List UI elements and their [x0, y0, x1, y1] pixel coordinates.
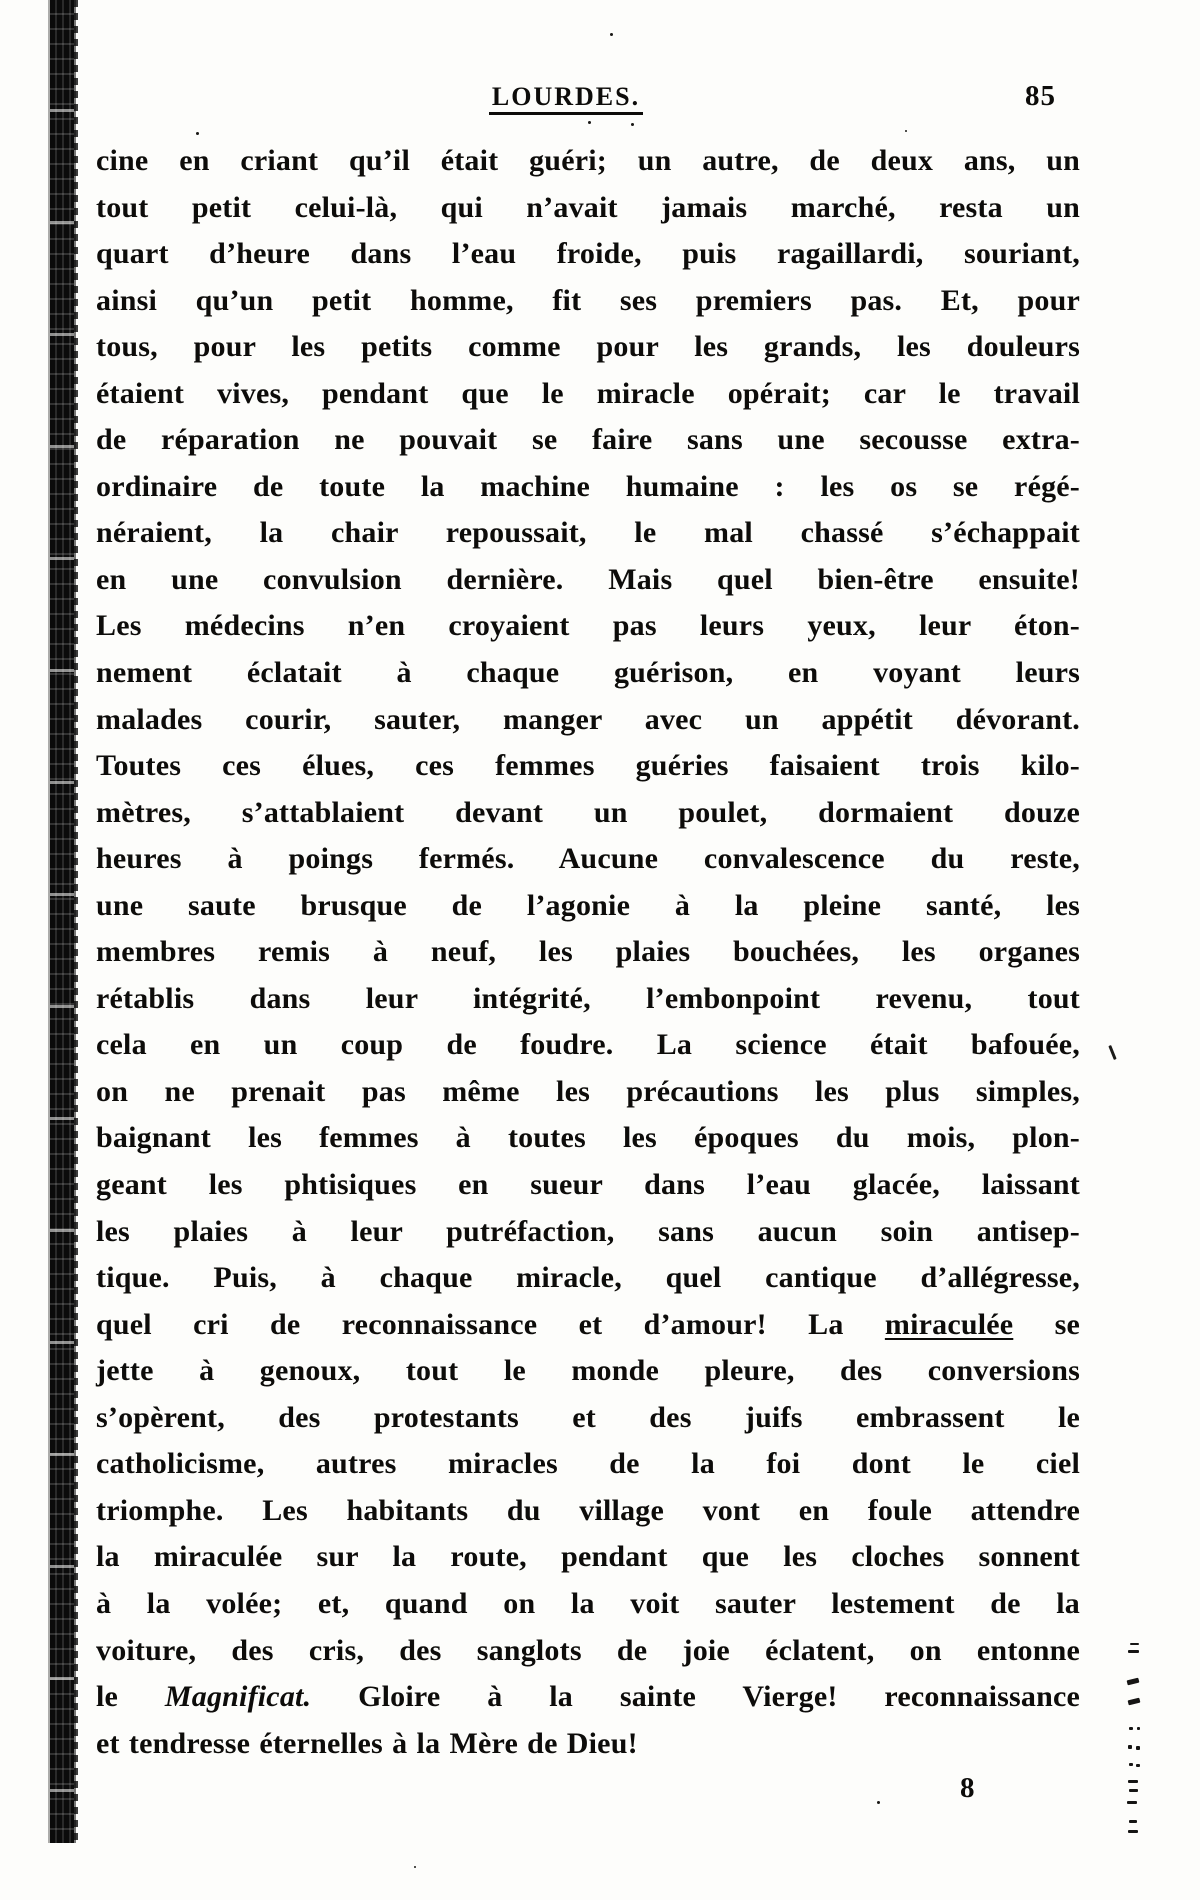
text-line: voiture, des cris, des sanglots de joie éclatent, on entonne	[96, 1633, 1080, 1667]
text-line: tous, pour les petits comme pour les grands, les douleurs	[96, 330, 1080, 364]
text-line: les plaies à leur putréfaction, sans aucun soin antisep-	[96, 1214, 1080, 1248]
text-line: tique. Puis, à chaque miracle, quel cantique d’allégresse,	[96, 1261, 1080, 1295]
edge-bleed-mark	[1137, 1727, 1140, 1730]
text-line: quart d’heure dans l’eau froide, puis ragaillardi, souriant,	[96, 237, 1080, 271]
text-line: baignant les femmes à toutes les époques du mois, plon-	[96, 1121, 1080, 1155]
text-line: étaient vives, pendant que le miracle opérait; car le travail	[96, 376, 1080, 410]
ink-speck	[877, 1801, 880, 1804]
text-line: le Magnificat. Gloire à la sainte Vierge! reconnaissance	[96, 1680, 1080, 1714]
text-line: néraient, la chair repoussait, le mal chassé s’échappait	[96, 516, 1080, 550]
text-line: de réparation ne pouvait se faire sans une secousse extra-	[96, 423, 1080, 457]
edge-bleed-mark	[1130, 1643, 1139, 1645]
page-number: 85	[1025, 80, 1056, 112]
edge-bleed-mark	[1136, 1764, 1140, 1767]
ink-speck	[631, 123, 634, 126]
scan-gutter-shadow	[50, 0, 74, 1843]
text-line: et tendresse éternelles à la Mère de Dieu!	[96, 1726, 638, 1760]
edge-bleed-mark	[1129, 1820, 1137, 1823]
text-line: on ne prenait pas même les précautions les plus simples,	[96, 1074, 1080, 1108]
text-line: malades courir, sauter, manger avec un appétit dévorant.	[96, 702, 1080, 736]
ink-speck	[588, 121, 591, 124]
text-line: à la volée; et, quand on la voit sauter lestement de la	[96, 1586, 1080, 1620]
edge-bleed-mark	[1127, 1801, 1137, 1804]
text-line: une saute brusque de l’agonie à la pleine santé, les	[96, 888, 1080, 922]
text-line: en une convulsion dernière. Mais quel bien-être ensuite!	[96, 562, 1080, 596]
edge-bleed-mark	[1128, 1698, 1141, 1706]
ink-speck	[905, 130, 907, 132]
signature-mark: 8	[960, 1772, 975, 1804]
ink-speck	[196, 132, 199, 135]
text-line: tout petit celui-là, qui n’avait jamais marché, resta un	[96, 190, 1080, 224]
edge-bleed-mark	[1127, 1678, 1140, 1686]
text-line: triomphe. Les habitants du village vont en foule attendre	[96, 1493, 1080, 1527]
ink-speck	[610, 33, 613, 36]
text-line: mètres, s’attablaient devant un poulet, dormaient douze	[96, 795, 1080, 829]
text-line: la miraculée sur la route, pendant que les cloches sonnent	[96, 1540, 1080, 1574]
edge-bleed-mark	[1129, 1763, 1133, 1766]
text-line: Les médecins n’en croyaient pas leurs yeux, leur éton-	[96, 609, 1080, 643]
text-line: jette à genoux, tout le monde pleure, des conversions	[96, 1354, 1080, 1388]
text-line: quel cri de reconnaissance et d’amour! La miraculée se	[96, 1307, 1080, 1341]
text-line: ordinaire de toute la machine humaine : les os se régé-	[96, 469, 1080, 503]
ink-speck	[414, 1866, 416, 1868]
text-line: catholicisme, autres miracles de la foi dont le ciel	[96, 1447, 1080, 1481]
edge-bleed-mark	[1128, 1830, 1138, 1833]
text-line: geant les phtisiques en sueur dans l’eau glacée, laissant	[96, 1168, 1080, 1202]
edge-bleed-mark	[1129, 1789, 1138, 1792]
running-head	[96, 82, 1036, 112]
text-line: nement éclatait à chaque guérison, en voyant leurs	[96, 656, 1080, 690]
body-text-block	[96, 138, 1080, 1767]
text-line: ainsi qu’un petit homme, fit ses premiers pas. Et, pour	[96, 283, 1080, 317]
text-line: Toutes ces élues, ces femmes guéries faisaient trois kilo-	[96, 749, 1080, 783]
running-head-title: LOURDES.	[489, 82, 643, 115]
edge-bleed-mark	[1128, 1780, 1138, 1783]
text-line: membres remis à neuf, les plaies bouchées, les organes	[96, 935, 1080, 969]
ink-slash-mark	[1108, 1045, 1116, 1060]
text-line: cela en un coup de foudre. La science était bafouée,	[96, 1028, 1080, 1062]
edge-bleed-mark	[1128, 1650, 1139, 1653]
text-line: rétablis dans leur intégrité, l’embonpoint revenu, tout	[96, 981, 1080, 1015]
text-line: heures à poings fermés. Aucune convalescence du reste,	[96, 842, 1080, 876]
edge-bleed-mark	[1136, 1746, 1140, 1750]
edge-bleed-mark	[1129, 1727, 1133, 1730]
edge-bleed-mark	[1128, 1745, 1132, 1749]
text-line: s’opèrent, des protestants et des juifs embrassent le	[96, 1400, 1080, 1434]
text-line: cine en criant qu’il était guéri; un autre, de deux ans, un	[96, 144, 1080, 177]
